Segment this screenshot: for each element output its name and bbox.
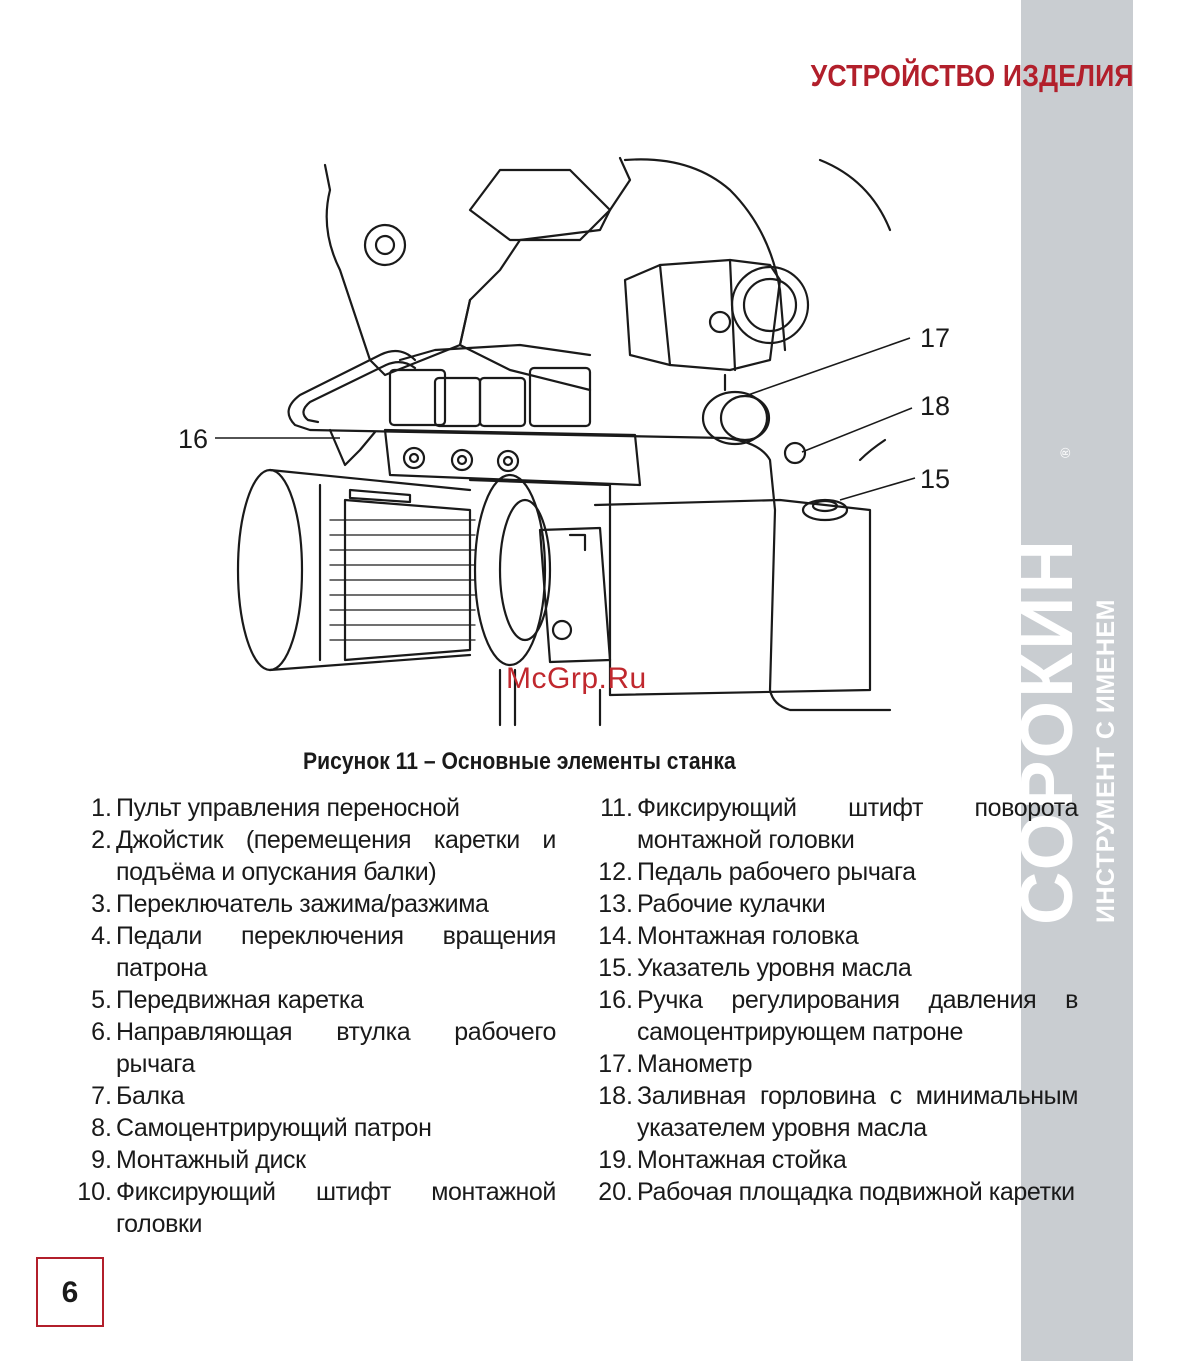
callout-16-label: 16 (178, 424, 209, 454)
list-item (580, 792, 1078, 856)
callout-15-leader (840, 478, 915, 500)
list-item (60, 1080, 556, 1112)
list-item (580, 920, 1078, 952)
list-item (580, 952, 1078, 984)
item-number: 5. (91, 986, 112, 1014)
list-item (580, 856, 1078, 888)
item-text: Пульт управления переносной (116, 794, 460, 822)
item-number: 9. (91, 1146, 112, 1174)
callout-18-leader (802, 408, 912, 452)
list-item (580, 1048, 1078, 1080)
item-number: 11. (600, 794, 633, 822)
registered-mark: ® (1057, 447, 1073, 458)
item-number: 10. (77, 1178, 112, 1206)
item-text: Джойстик (перемещения каретки и подъёма и опускания балки) (116, 826, 556, 886)
top-plate-outline (325, 158, 630, 375)
fill-cap (785, 443, 805, 463)
item-number: 6. (91, 1018, 112, 1046)
watermark: McGrp.Ru (506, 662, 647, 695)
item-number: 19. (598, 1146, 633, 1174)
page-number: 6 (61, 1276, 79, 1309)
item-text: Рабочая площадка подвижной каретки (637, 1178, 1075, 1206)
list-item (60, 888, 556, 920)
legend-left-column (60, 792, 556, 1240)
machine-figure (170, 150, 951, 730)
item-number: 4. (91, 922, 112, 950)
item-number: 2. (91, 826, 112, 854)
item-number: 18. (598, 1082, 633, 1110)
item-text: Ручка регулирования давления в самоцентрирующем патроне (637, 986, 1078, 1046)
motor-end (238, 470, 302, 670)
list-item (60, 984, 556, 1016)
item-text: Заливная горловина с минимальным указателем уровня масла (637, 1082, 1078, 1142)
item-text: Монтажный диск (116, 1146, 306, 1174)
brand-tagline: ИНСТРУМЕНТ С ИМЕНЕМ (1092, 599, 1120, 923)
list-item (60, 792, 556, 824)
item-text: Фиксирующий штифт монтажной головки (116, 1178, 556, 1238)
list-item (60, 1016, 556, 1080)
list-item (580, 984, 1078, 1048)
item-text: Монтажная стойка (637, 1146, 847, 1174)
item-text: Монтажная головка (637, 922, 859, 950)
figure-caption: Рисунок 11 – Основные элементы станка (303, 748, 736, 775)
item-number: 8. (91, 1114, 112, 1142)
valve-block (625, 260, 780, 370)
item-text: Балка (116, 1082, 185, 1110)
item-number: 14. (598, 922, 633, 950)
callout-15-label: 15 (920, 464, 951, 494)
callout-17-label: 17 (920, 323, 951, 353)
item-text: Рабочие кулачки (637, 890, 826, 918)
item-text: Фиксирующий штифт поворота монтажной головки (637, 794, 1078, 854)
brand-name: СОРОКИН (1005, 537, 1088, 925)
list-item (60, 1144, 556, 1176)
section-title: УСТРОЙСТВО ИЗДЕЛИЯ (810, 58, 1134, 93)
legend-right-column (580, 792, 1078, 1208)
item-text: Педали переключения вращения патрона (116, 922, 556, 982)
item-number: 12. (598, 858, 633, 886)
item-text: Самоцентрирующий патрон (116, 1114, 432, 1142)
item-number: 20. (598, 1178, 633, 1206)
top-block (470, 170, 610, 240)
item-text: Манометр (637, 1050, 753, 1078)
item-text: Направляющая втулка рабочего рычага (116, 1018, 556, 1078)
item-number: 13. (598, 890, 633, 918)
list-item (60, 1176, 556, 1240)
machine-illustration (170, 150, 951, 730)
callout-18-label: 18 (920, 391, 951, 421)
item-number: 3. (91, 890, 112, 918)
item-text: Передвижная каретка (116, 986, 364, 1014)
item-number: 15. (598, 954, 633, 982)
list-item (580, 1080, 1078, 1144)
list-item (580, 888, 1078, 920)
item-number: 16. (598, 986, 633, 1014)
list-item (580, 1176, 1078, 1208)
item-number: 17. (598, 1050, 633, 1078)
list-item (60, 824, 556, 888)
list-item (60, 1112, 556, 1144)
item-number: 7. (91, 1082, 112, 1110)
item-text: Педаль рабочего рычага (637, 858, 916, 886)
item-text: Указатель уровня масла (637, 954, 912, 982)
list-item (580, 1144, 1078, 1176)
list-item (60, 920, 556, 984)
item-number: 1. (91, 794, 112, 822)
item-text: Переключатель зажима/разжима (116, 890, 489, 918)
